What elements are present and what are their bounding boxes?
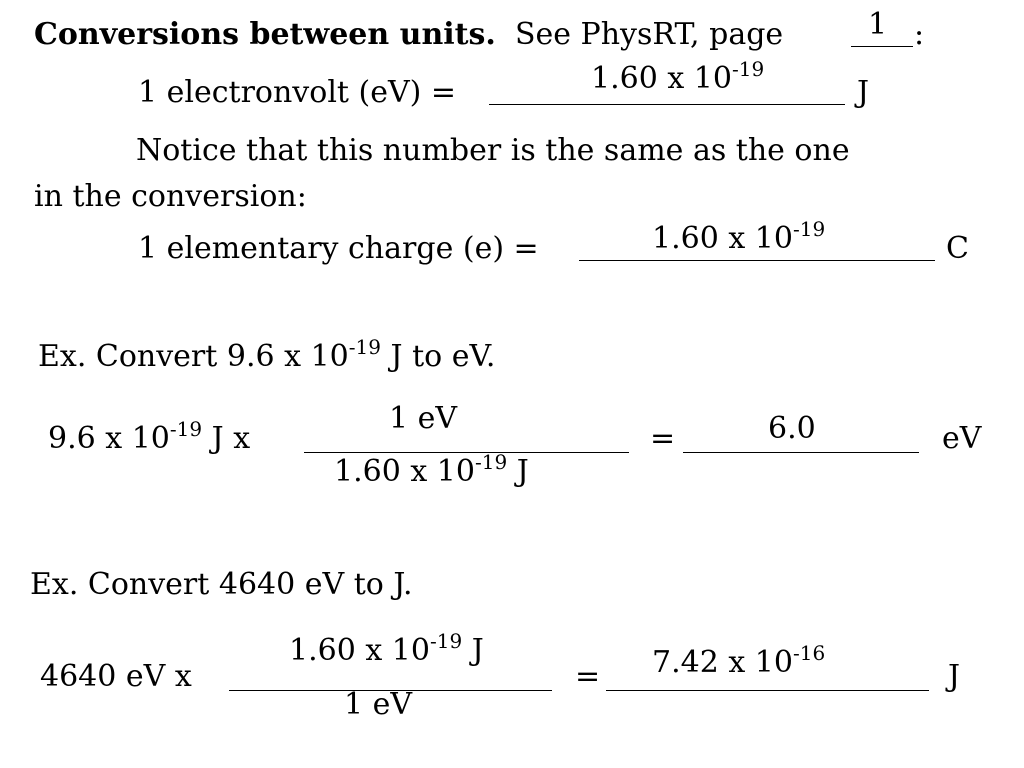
example-1-fraction-denominator: [334, 450, 529, 489]
example-1-denominator-unit: J: [507, 454, 529, 489]
page-title: Conversions between units.: [34, 17, 496, 52]
ev-unit: J: [857, 75, 870, 110]
charge-definition-lhs: 1 elementary charge (e) =: [138, 231, 539, 266]
example-2-answer-base: 7.42 x 10: [652, 645, 793, 680]
example-1-given-base: 9.6 x 10: [48, 421, 170, 456]
example-1-unit: eV: [942, 421, 982, 456]
example-1-fraction-bar: [304, 452, 629, 453]
charge-answer-blank: [579, 260, 935, 261]
example-2-unit: J: [948, 659, 961, 694]
charge-unit: C: [946, 231, 969, 266]
example-1-given-post: J x: [202, 421, 251, 456]
example-1-denominator-base: 1.60 x 10: [334, 454, 475, 489]
ev-answer-base: 1.60 x 10: [591, 61, 732, 96]
ev-answer-exponent: -19: [731, 57, 765, 81]
example-1-fraction-numerator: 1 eV: [389, 401, 458, 436]
example-2-prompt: Ex. Convert 4640 eV to J.: [30, 567, 413, 602]
example-2-equals: =: [575, 659, 601, 694]
ev-definition-lhs: 1 electronvolt (eV) =: [138, 75, 457, 110]
example-2-numerator-unit: J: [462, 633, 484, 668]
charge-answer-exponent: -19: [792, 217, 826, 241]
notice-line-1: Notice that this number is the same as the one: [136, 133, 850, 168]
example-1-given: [48, 417, 251, 456]
page-answer-blank: [851, 46, 913, 47]
example-2-answer: [652, 641, 826, 680]
example-1-prompt-exponent: -19: [348, 335, 381, 359]
example-1-answer-blank: [683, 452, 919, 453]
example-2-numerator-exponent: -19: [429, 629, 463, 653]
charge-answer: [652, 217, 826, 256]
example-1-answer: 6.0: [768, 411, 816, 446]
example-2-answer-blank: [606, 690, 929, 691]
example-1-prompt: [38, 335, 496, 374]
see-physrt-text: See PhysRT, page: [514, 17, 784, 52]
header-colon: :: [914, 17, 925, 52]
ev-answer: [591, 57, 765, 96]
example-2-fraction-denominator: 1 eV: [344, 687, 413, 722]
notice-line-2: in the conversion:: [34, 179, 307, 214]
example-1-given-exponent: -19: [169, 417, 203, 441]
example-1-denominator-exponent: -19: [474, 450, 508, 474]
example-1-equals: =: [650, 421, 676, 456]
example-2-given: 4640 eV x: [40, 659, 192, 694]
header-line: [34, 18, 783, 52]
page-answer: 1: [868, 7, 888, 42]
example-2-answer-exponent: -16: [792, 641, 826, 665]
ev-answer-blank: [489, 104, 845, 105]
example-1-prompt-pre: Ex. Convert 9.6 x 10: [38, 339, 349, 374]
example-1-prompt-post: J to eV.: [380, 339, 496, 374]
charge-answer-base: 1.60 x 10: [652, 221, 793, 256]
example-2-fraction-numerator: [289, 629, 484, 668]
example-2-numerator-base: 1.60 x 10: [289, 633, 430, 668]
